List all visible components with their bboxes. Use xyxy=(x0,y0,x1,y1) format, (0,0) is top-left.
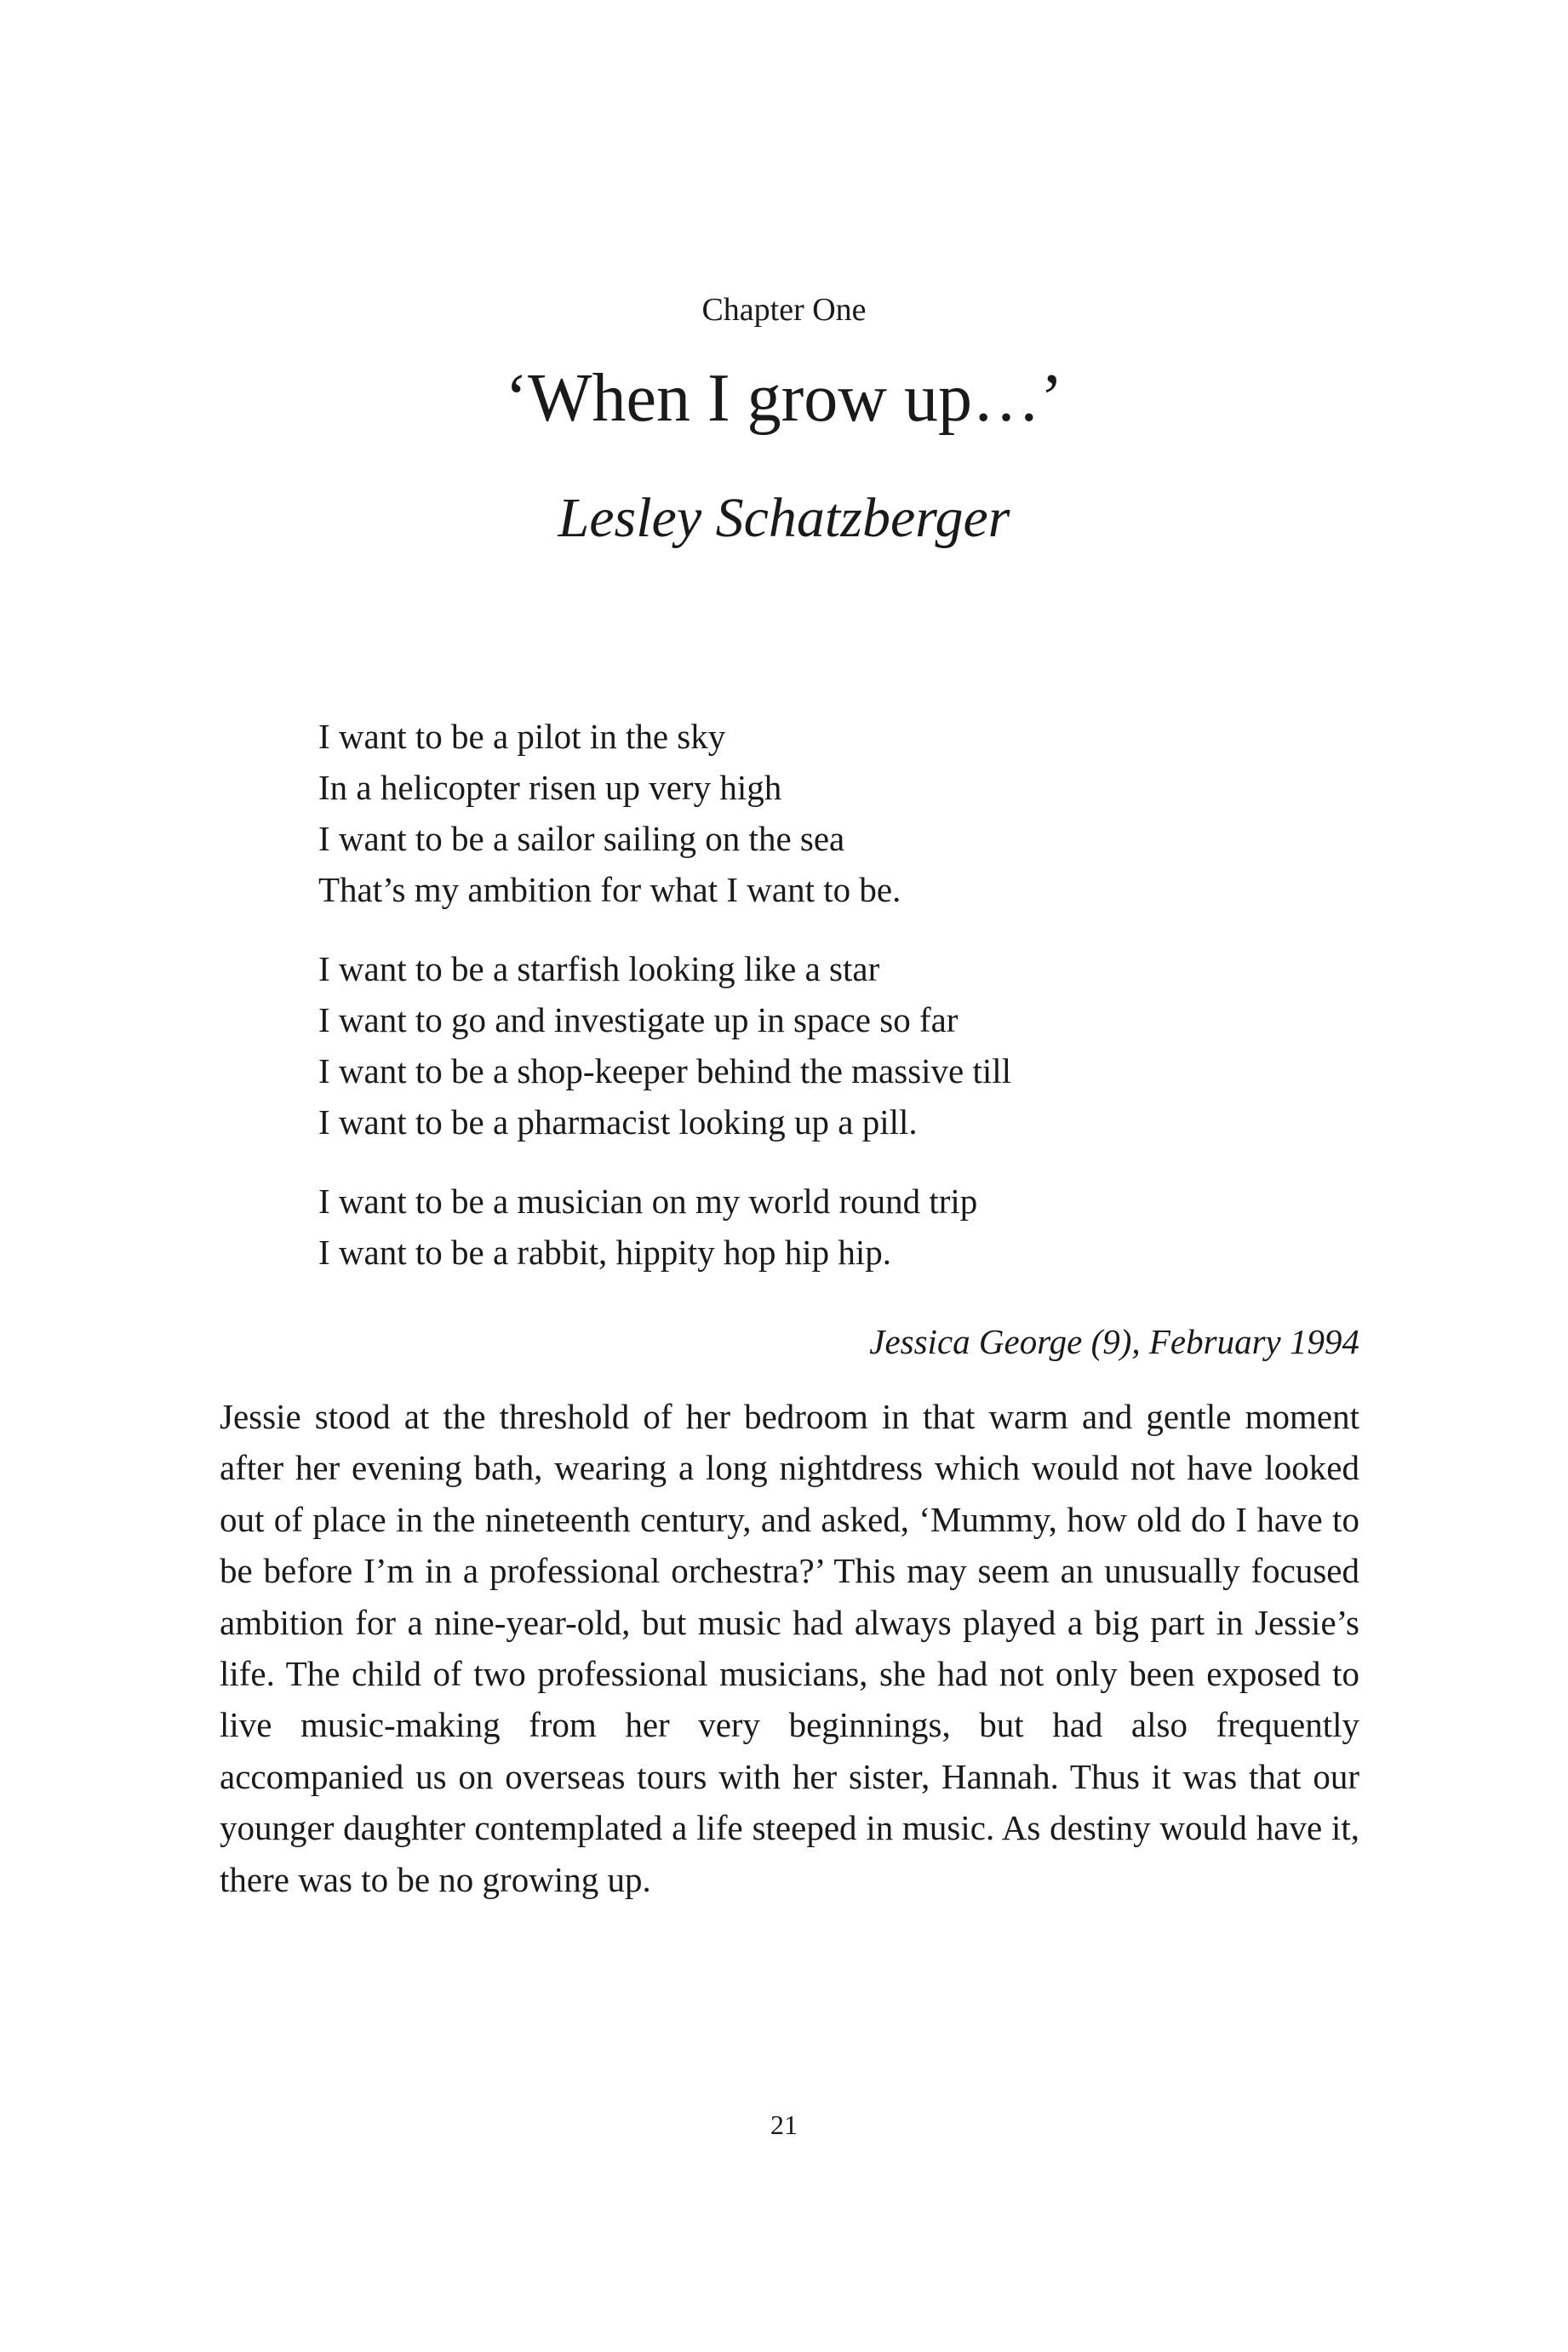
poem-stanza-2 xyxy=(318,943,1374,1147)
poem-line: I want to be a shop-keeper behind the massive till xyxy=(318,1051,1012,1090)
body-paragraph: Jessie stood at the threshold of her bedroom in that warm and gentle moment after her evening bath, wearing a long nightdress which would not have looked out of place in the nineteenth century, and asked, ‘Mummy, how old do I have to be before I’m in a professional orchestra?’ This may seem an unusually focused ambition for a nine-year-old, but music had always played a big part in Jessie’s life. The child of two professional musicians, she had not only been exposed to live music-making from her very beginnings, but had also frequently accompanied us on overseas tours with her sister, Hannah. Thus it was that our younger daughter contemplated a life steeped in music. As destiny would have it, there was to be no growing up. xyxy=(220,1397,1359,1899)
chapter-label: Chapter One xyxy=(701,292,867,328)
poem xyxy=(318,711,1374,1306)
body-text xyxy=(220,1391,1359,1905)
poem-line: I want to be a musician on my world round trip xyxy=(318,1182,978,1221)
poem-line: That’s my ambition for what I want to be. xyxy=(318,870,901,909)
poem-line: I want to be a pilot in the sky xyxy=(318,717,726,756)
chapter-author: Lesley Schatzberger xyxy=(558,487,1010,549)
page-number: 21 xyxy=(770,2109,798,2140)
poem-line: I want to be a sailor sailing on the sea xyxy=(318,819,845,858)
poem-line: I want to be a rabbit, hippity hop hip hip. xyxy=(318,1233,891,1272)
poem-line: I want to be a pharmacist looking up a pill. xyxy=(318,1102,918,1142)
poem-line: I want to be a starfish looking like a star xyxy=(318,949,880,988)
chapter-title: ‘When I grow up…’ xyxy=(505,361,1063,436)
poem-stanza-1 xyxy=(318,711,1374,915)
poem-attribution: Jessica George (9), February 1994 xyxy=(869,1322,1359,1361)
poem-stanza-3 xyxy=(318,1176,1374,1278)
poem-line: In a helicopter risen up very high xyxy=(318,768,782,807)
poem-line: I want to go and investigate up in space so far xyxy=(318,1000,959,1039)
